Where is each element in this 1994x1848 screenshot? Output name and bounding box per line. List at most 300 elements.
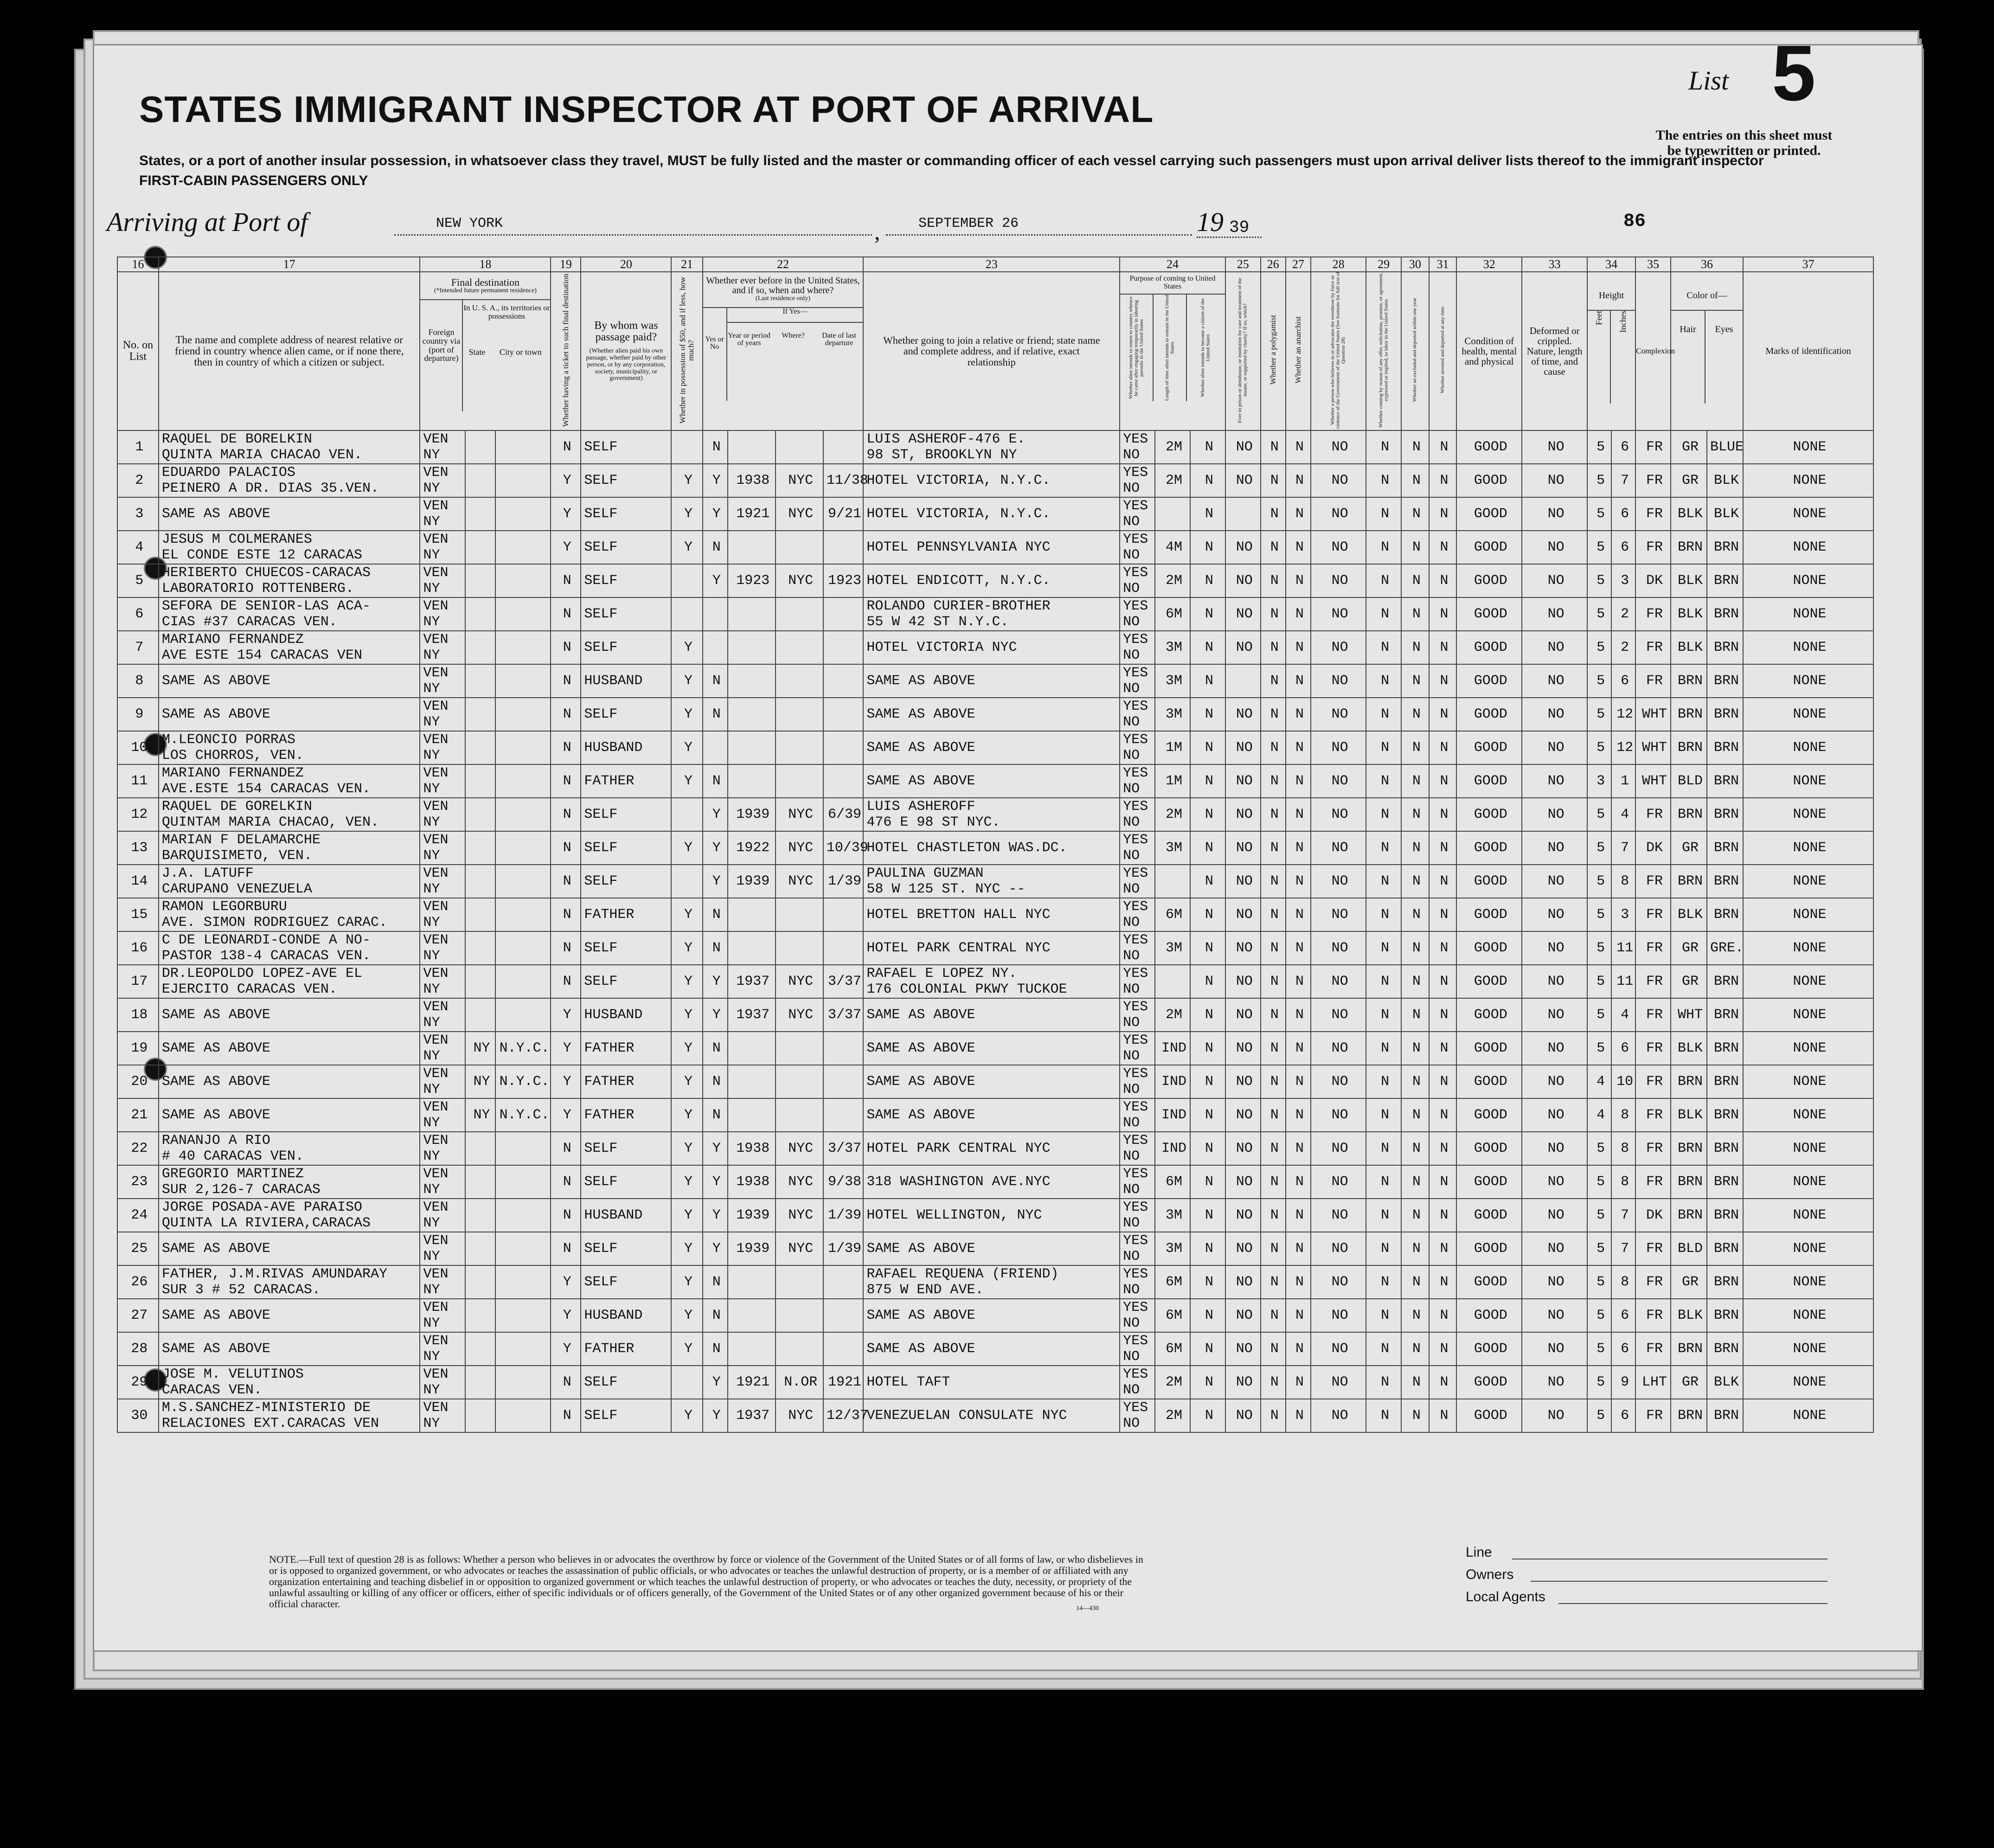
- cell-value: N.Y.C.: [499, 1040, 550, 1056]
- cell-value: N: [1381, 640, 1390, 655]
- cell-value: NO: [1123, 1315, 1140, 1331]
- cell-value: NONE: [1793, 873, 1827, 889]
- table-cell: [1611, 1366, 1635, 1399]
- cell-value: 27: [131, 1308, 148, 1323]
- cell-value: RAFAEL REQUENA (FRIEND): [866, 1266, 1059, 1282]
- cell-value: FR: [1646, 1241, 1663, 1257]
- table-cell: [1155, 564, 1190, 597]
- table-cell: [420, 1232, 465, 1265]
- table-cell: [776, 1098, 823, 1132]
- cell-value: 3: [1596, 773, 1605, 789]
- table-row: [117, 1299, 1873, 1332]
- table-cell: [581, 531, 671, 564]
- cell-value: N: [1381, 573, 1390, 589]
- table-cell: [1429, 564, 1457, 597]
- table-cell: [1311, 1299, 1366, 1332]
- table-cell: [551, 1232, 581, 1265]
- table-cell: [465, 798, 495, 831]
- table-cell: [863, 731, 1120, 764]
- table-cell: [420, 831, 465, 865]
- cell-value: BRN: [1714, 873, 1739, 889]
- cell-value: N: [1295, 974, 1304, 989]
- table-cell: [1635, 1299, 1671, 1332]
- table-cell: [1286, 1232, 1311, 1265]
- cell-value: VEN: [423, 1166, 449, 1182]
- cell-value: NO: [1331, 1007, 1348, 1023]
- table-cell: [1120, 564, 1155, 597]
- table-cell: [776, 764, 823, 798]
- table-cell: [1401, 631, 1429, 664]
- cell-value: 1939: [736, 1207, 770, 1223]
- cell-value: 2: [135, 473, 144, 488]
- table-cell: [495, 1165, 551, 1199]
- table-cell: [1120, 931, 1155, 965]
- table-cell: [863, 865, 1120, 898]
- cell-value: N: [1270, 873, 1279, 889]
- table-cell: [823, 965, 864, 998]
- cell-value: NY: [423, 982, 440, 997]
- cell-value: 6: [1621, 1341, 1629, 1357]
- cell-value: BRN: [1714, 907, 1739, 923]
- cell-value: N: [1270, 840, 1279, 856]
- table-cell: [159, 1265, 420, 1299]
- cell-value: M.S.SANCHEZ-MINISTERIO DE: [161, 1400, 371, 1416]
- cell-value: SEFORA DE SENIOR-LAS ACA-: [161, 598, 371, 614]
- header-money: [671, 272, 702, 430]
- table-cell: [1743, 998, 1873, 1032]
- table-cell: [1707, 1232, 1743, 1265]
- cell-value: N: [1381, 974, 1390, 989]
- table-cell: [420, 731, 465, 764]
- cell-value: VEN: [423, 1367, 449, 1382]
- cell-value: BLK: [1677, 907, 1703, 923]
- table-cell: [551, 698, 581, 731]
- cell-value: 5: [1596, 606, 1605, 622]
- table-cell: [1671, 698, 1707, 731]
- cell-value: N: [1412, 1174, 1421, 1190]
- cell-value: RAQUEL DE GORELKIN: [161, 799, 312, 815]
- cell-value: BLUE: [1710, 439, 1744, 455]
- cell-value: Y: [563, 539, 571, 555]
- cell-value: NO: [1236, 773, 1253, 789]
- cell-value: NONE: [1793, 840, 1827, 856]
- table-cell: [159, 931, 420, 965]
- table-cell: [1522, 531, 1587, 564]
- cell-value: N: [563, 640, 571, 655]
- cell-value: Y: [563, 1308, 571, 1323]
- cell-value: N: [563, 740, 571, 756]
- table-cell: [703, 798, 728, 831]
- cell-value: VEN: [423, 699, 449, 714]
- cell-value: NONE: [1793, 673, 1827, 689]
- table-cell: [1225, 1232, 1261, 1265]
- cell-value: BRN: [1677, 807, 1703, 822]
- table-cell: [581, 1366, 671, 1399]
- cell-value: 58 W 125 ST. NYC --: [866, 881, 1026, 897]
- cell-value: N: [1440, 439, 1449, 455]
- cell-value: N: [1205, 974, 1213, 989]
- cell-value: NO: [1547, 573, 1564, 589]
- table-cell: [1190, 1399, 1225, 1432]
- table-cell: [420, 764, 465, 798]
- table-cell: [1743, 1132, 1873, 1165]
- table-cell: [1225, 631, 1261, 664]
- cell-value: N: [1412, 907, 1421, 923]
- cell-value: NO: [1331, 873, 1348, 889]
- header-prison: [1225, 272, 1261, 430]
- cell-value: N: [1440, 873, 1449, 889]
- table-cell: [1225, 931, 1261, 965]
- table-cell: [1456, 1232, 1522, 1265]
- table-cell: [1707, 965, 1743, 998]
- table-cell: [776, 798, 823, 831]
- comma: ,: [874, 218, 880, 244]
- cell-value: NO: [1547, 606, 1564, 622]
- cell-value: N: [1412, 840, 1421, 856]
- cell-value: N: [1205, 473, 1213, 488]
- cell-value: N: [1295, 1040, 1304, 1056]
- table-cell: [1261, 798, 1286, 831]
- cell-value: FR: [1646, 539, 1663, 555]
- cell-value: HUSBAND: [584, 673, 643, 689]
- table-cell: [159, 1165, 420, 1199]
- cell-value: NO: [1547, 1207, 1564, 1223]
- cell-value: NYC: [788, 840, 814, 856]
- cell-value: N: [1205, 1174, 1213, 1190]
- table-cell: [823, 898, 864, 931]
- cell-value: 1938: [736, 1141, 770, 1156]
- cell-value: Y: [563, 1040, 571, 1056]
- form-number: 14—430: [1076, 1605, 1099, 1612]
- table-cell: [1456, 1132, 1522, 1165]
- table-cell: [728, 664, 776, 698]
- column-header-row: [117, 272, 1873, 430]
- table-cell: [1120, 597, 1155, 631]
- cell-value: NO: [1236, 840, 1253, 856]
- cell-value: 11: [131, 773, 148, 789]
- table-cell: [1190, 1265, 1225, 1299]
- cell-value: 6M: [1165, 1274, 1182, 1290]
- cell-value: NY: [423, 1082, 440, 1097]
- cell-value: N: [1412, 740, 1421, 756]
- table-cell: [823, 731, 864, 764]
- table-cell: [1611, 1132, 1635, 1165]
- table-cell: [703, 531, 728, 564]
- table-row: [117, 1332, 1873, 1366]
- table-cell: [117, 464, 159, 497]
- cell-value: FR: [1646, 506, 1663, 522]
- table-cell: [551, 1098, 581, 1132]
- cell-value: NY: [423, 1149, 440, 1164]
- table-row: [117, 1265, 1873, 1299]
- cell-value: SELF: [584, 539, 618, 555]
- table-cell: [1611, 1032, 1635, 1065]
- table-cell: [1635, 898, 1671, 931]
- cell-value: Y: [712, 807, 721, 822]
- table-cell: [823, 1165, 864, 1199]
- table-cell: [1587, 698, 1611, 731]
- cell-value: NY: [423, 1182, 440, 1198]
- table-cell: [1635, 931, 1671, 965]
- cell-value: VEN: [423, 665, 449, 681]
- cell-value: 5: [1596, 1174, 1605, 1190]
- table-cell: [671, 1098, 702, 1132]
- cell-value: BRN: [1714, 673, 1739, 689]
- cell-value: YES: [1123, 1166, 1148, 1182]
- table-cell: [1707, 631, 1743, 664]
- list-number: 5: [1772, 29, 1816, 117]
- table-cell: [1611, 865, 1635, 898]
- cell-value: N: [563, 907, 571, 923]
- table-cell: [728, 1098, 776, 1132]
- table-cell: [1522, 1098, 1587, 1132]
- table-cell: [1120, 998, 1155, 1032]
- cell-value: IND: [1161, 1107, 1186, 1123]
- table-cell: [495, 564, 551, 597]
- cell-value: YES: [1123, 465, 1148, 481]
- cell-value: SAME AS ABOVE: [161, 1074, 270, 1090]
- cell-value: BARQUISIMETO, VEN.: [161, 848, 312, 864]
- table-cell: [671, 898, 702, 931]
- table-row: [117, 831, 1873, 865]
- cell-value: YES: [1123, 699, 1148, 714]
- table-cell: [465, 965, 495, 998]
- table-cell: [551, 1299, 581, 1332]
- cell-value: PAULINA GUZMAN: [866, 866, 984, 881]
- cell-value: 6: [135, 606, 144, 622]
- cell-value: 4: [1596, 1107, 1605, 1123]
- cell-value: Y: [563, 1007, 571, 1023]
- table-cell: [1155, 1332, 1190, 1366]
- table-cell: [1286, 497, 1311, 531]
- table-cell: [671, 1332, 702, 1366]
- cell-value: NO: [1547, 907, 1564, 923]
- final-destination-label: Final destination: [451, 276, 520, 288]
- table-cell: [1743, 497, 1873, 531]
- cell-value: NO: [1331, 740, 1348, 756]
- table-cell: [776, 1132, 823, 1165]
- cell-value: NO: [1331, 506, 1348, 522]
- table-cell: [581, 631, 671, 664]
- cell-value: 12/37: [826, 1408, 868, 1424]
- table-cell: [420, 531, 465, 564]
- cell-value: HUSBAND: [584, 1308, 643, 1323]
- table-cell: [1611, 764, 1635, 798]
- cell-value: N: [1205, 773, 1213, 789]
- cell-value: BRN: [1714, 1007, 1739, 1023]
- table-cell: [1743, 898, 1873, 931]
- table-cell: [1429, 1132, 1457, 1165]
- cell-value: NO: [1547, 1074, 1564, 1090]
- table-cell: [420, 798, 465, 831]
- table-cell: [1366, 731, 1401, 764]
- table-cell: [1261, 998, 1286, 1032]
- cell-value: SELF: [584, 473, 618, 488]
- table-cell: [1261, 931, 1286, 965]
- form-title: STATES IMMIGRANT INSPECTOR AT PORT OF ARRIVAL: [139, 89, 1154, 130]
- table-cell: [1743, 931, 1873, 965]
- table-cell: [551, 831, 581, 865]
- table-cell: [1286, 1299, 1311, 1332]
- table-cell: [776, 564, 823, 597]
- table-cell: [1635, 798, 1671, 831]
- table-cell: [1286, 531, 1311, 564]
- cell-value: GRE.: [1710, 940, 1744, 956]
- table-cell: [1587, 1332, 1611, 1366]
- cell-value: VEN: [423, 1099, 449, 1115]
- cell-value: N: [1270, 473, 1279, 488]
- cell-value: 1/39: [828, 1241, 862, 1257]
- table-row: [117, 1065, 1873, 1098]
- cell-value: BRN: [1714, 1274, 1739, 1290]
- cell-value: NO: [1547, 1174, 1564, 1190]
- cell-value: N: [1270, 807, 1279, 822]
- cell-value: SAME AS ABOVE: [866, 1074, 975, 1090]
- table-cell: [1190, 1065, 1225, 1098]
- table-cell: [1587, 731, 1611, 764]
- cell-value: FATHER: [584, 907, 635, 923]
- table-cell: [1120, 831, 1155, 865]
- table-cell: [1707, 731, 1743, 764]
- table-cell: [1155, 1165, 1190, 1199]
- table-cell: [159, 497, 420, 531]
- table-cell: [159, 631, 420, 664]
- cell-value: N: [1205, 439, 1213, 455]
- polygamist-label: Whether a polygamist: [1268, 315, 1277, 385]
- table-cell: [671, 531, 702, 564]
- cell-value: RAMON LEGORBURU: [161, 899, 287, 915]
- table-cell: [1707, 764, 1743, 798]
- excluded-label: Whether an excluded and deported within one year: [1412, 298, 1418, 402]
- table-cell: [1225, 1065, 1261, 1098]
- cell-value: NO: [1547, 1241, 1564, 1257]
- cell-value: 26: [131, 1274, 148, 1290]
- table-cell: [1522, 597, 1587, 631]
- table-cell: [581, 831, 671, 865]
- cell-value: NO: [1331, 439, 1348, 455]
- cell-value: SELF: [584, 873, 618, 889]
- table-cell: [703, 898, 728, 931]
- cell-value: N: [1270, 1074, 1279, 1090]
- table-cell: [1225, 1165, 1261, 1199]
- table-cell: [551, 664, 581, 698]
- table-cell: [776, 1232, 823, 1265]
- cell-value: C DE LEONARDI-CONDE A NO-: [161, 932, 371, 948]
- table-cell: [1456, 1199, 1522, 1232]
- table-cell: [1635, 1265, 1671, 1299]
- cell-value: N: [1295, 1107, 1304, 1123]
- cell-value: N: [712, 940, 721, 956]
- table-row: [117, 631, 1873, 664]
- cell-value: Y: [684, 740, 693, 756]
- header-relative: The name and complete address of nearest relative or friend in country whence alien came, or if none there, then in country of which a citizen or subject.: [159, 272, 420, 430]
- table-cell: [420, 698, 465, 731]
- table-cell: [1311, 1265, 1366, 1299]
- cell-value: NO: [1123, 648, 1140, 663]
- table-cell: [1429, 731, 1457, 764]
- cell-value: Y: [563, 1341, 571, 1357]
- cell-value: N: [1205, 606, 1213, 622]
- cell-value: N: [1412, 1207, 1421, 1223]
- table-cell: [823, 1366, 864, 1399]
- cell-value: GREGORIO MARTINEZ: [161, 1166, 304, 1182]
- cell-value: SELF: [584, 807, 618, 822]
- table-cell: [1587, 1265, 1611, 1299]
- cell-value: YES: [1123, 899, 1148, 915]
- cell-value: 5: [1596, 840, 1605, 856]
- table-cell: [1429, 965, 1457, 998]
- table-cell: [728, 464, 776, 497]
- cell-value: YES: [1123, 1133, 1148, 1149]
- table-cell: [1671, 931, 1707, 965]
- cell-value: NO: [1547, 673, 1564, 689]
- table-cell: [465, 764, 495, 798]
- cell-value: NO: [1547, 1308, 1564, 1323]
- cell-value: N: [1381, 840, 1390, 856]
- cell-value: Y: [684, 539, 693, 555]
- cell-value: SELF: [584, 974, 618, 989]
- table-cell: [551, 898, 581, 931]
- col-num: 32: [1456, 257, 1522, 272]
- table-cell: [581, 664, 671, 698]
- table-cell: [1743, 597, 1873, 631]
- cell-value: YES: [1123, 1367, 1148, 1382]
- cell-value: 8: [1621, 1107, 1629, 1123]
- table-cell: [1225, 497, 1261, 531]
- table-cell: [1743, 1065, 1873, 1098]
- cell-value: N: [1270, 740, 1279, 756]
- table-cell: [1671, 1132, 1707, 1165]
- table-cell: [1707, 1299, 1743, 1332]
- table-cell: [823, 1232, 864, 1265]
- table-cell: [1225, 798, 1261, 831]
- cell-value: NO: [1547, 473, 1564, 488]
- table-cell: [495, 1332, 551, 1366]
- cell-value: N.Y.C.: [499, 1074, 550, 1090]
- cell-value: NONE: [1793, 573, 1827, 589]
- cell-value: NY: [423, 1215, 440, 1231]
- table-cell: [159, 831, 420, 865]
- table-cell: [495, 1199, 551, 1232]
- table-cell: [117, 1332, 159, 1366]
- cell-value: 13: [131, 840, 148, 856]
- cell-value: FR: [1646, 940, 1663, 956]
- cell-value: N: [1381, 807, 1390, 822]
- cell-value: 6: [1621, 539, 1629, 555]
- cell-value: NO: [1547, 539, 1564, 555]
- cell-value: Y: [712, 473, 721, 488]
- cell-value: NO: [1331, 1141, 1348, 1156]
- cell-value: N: [712, 907, 721, 923]
- cell-value: 5: [1596, 1274, 1605, 1290]
- cell-value: N: [563, 807, 571, 822]
- cell-value: YES: [1123, 532, 1148, 547]
- cell-value: N: [1381, 1141, 1390, 1156]
- date-departure-label: Date of last departure: [822, 331, 856, 347]
- table-cell: [581, 698, 671, 731]
- cell-value: NO: [1236, 706, 1253, 722]
- cell-value: JESUS M COLMERANES: [161, 532, 312, 547]
- table-cell: [1366, 865, 1401, 898]
- cell-value: 5: [1596, 974, 1605, 989]
- cell-value: 1937: [736, 974, 770, 989]
- table-cell: [728, 531, 776, 564]
- cell-value: SAME AS ABOVE: [866, 1241, 975, 1257]
- header-color: [1671, 272, 1743, 430]
- table-cell: [1225, 865, 1261, 898]
- cell-value: NYC: [788, 974, 814, 989]
- cell-value: RAFAEL E LOPEZ NY.: [866, 966, 1017, 982]
